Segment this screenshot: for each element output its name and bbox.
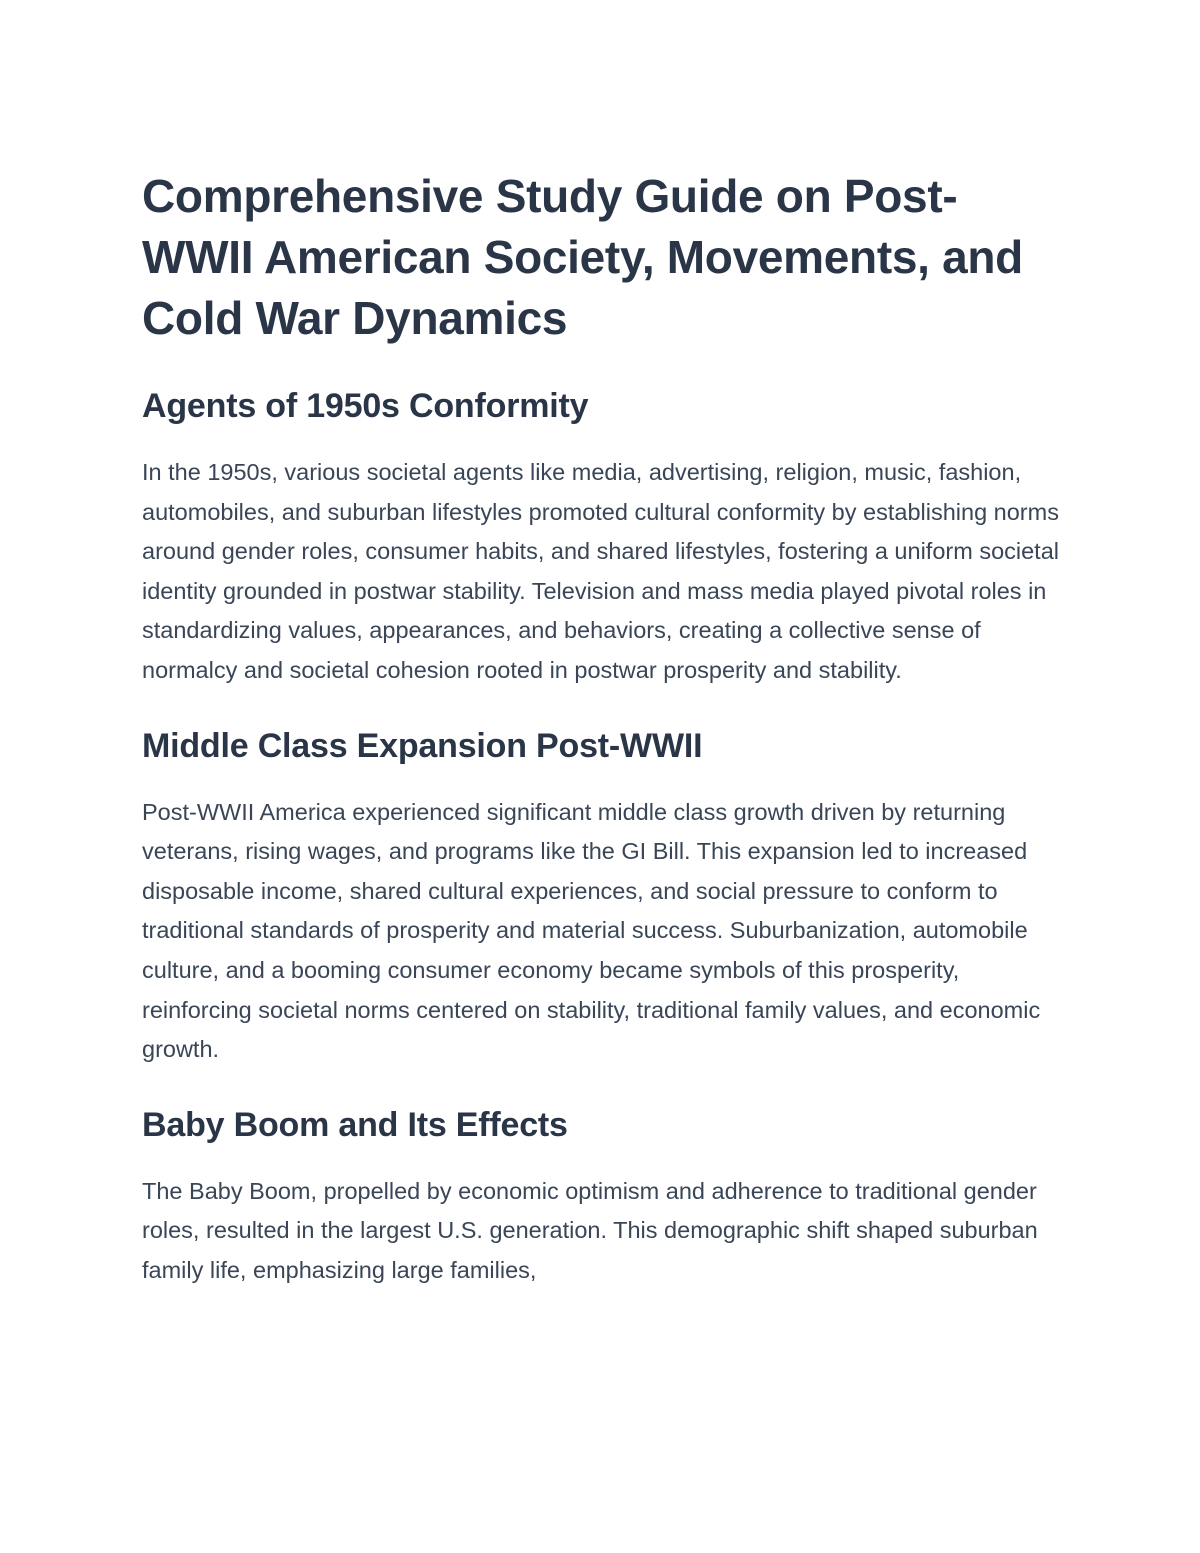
section-body-conformity: In the 1950s, various societal agents like media, advertising, religion, music, fashion, automobiles, and suburban lifestyles promoted cultural conformity by establishing norms around gender roles, consumer habits, and shared lifestyles, fostering a uniform societal identity grounded in postwar stability. Television and mass media played pivotal roles in standardizing values, appearances, and behaviors, creating a collective sense of normalcy and societal cohesion rooted in postwar prosperity and stability.: [142, 459, 1059, 683]
section-body-middle-class: Post-WWII America experienced significant middle class growth driven by returning veterans, rising wages, and programs like the GI Bill. This expansion led to increased disposable income, shared cultural experiences, and social pressure to conform to traditional standards of prosperity and material success. Suburbanization, automobile culture, and a booming consumer economy became symbols of this prosperity, reinforcing societal norms centered on stability, traditional family values, and economic growth.: [142, 798, 1041, 1063]
section-heading-baby-boom: Baby Boom and Its Effects: [142, 1105, 568, 1144]
section-heading-middle-class: Middle Class Expansion Post-WWII: [142, 726, 703, 765]
document-page: [142, 166, 1067, 1291]
section-heading-conformity: Agents of 1950s Conformity: [142, 387, 589, 425]
section-body-baby-boom: The Baby Boom, propelled by economic optimism and adherence to traditional gender roles, resulted in the largest U.S. generation. This demographic shift shaped suburban family life, emphasizing large families,: [142, 1177, 1038, 1283]
document-title: Comprehensive Study Guide on Post-WWII American Society, Movements, and Cold War Dynamics: [142, 170, 1023, 344]
